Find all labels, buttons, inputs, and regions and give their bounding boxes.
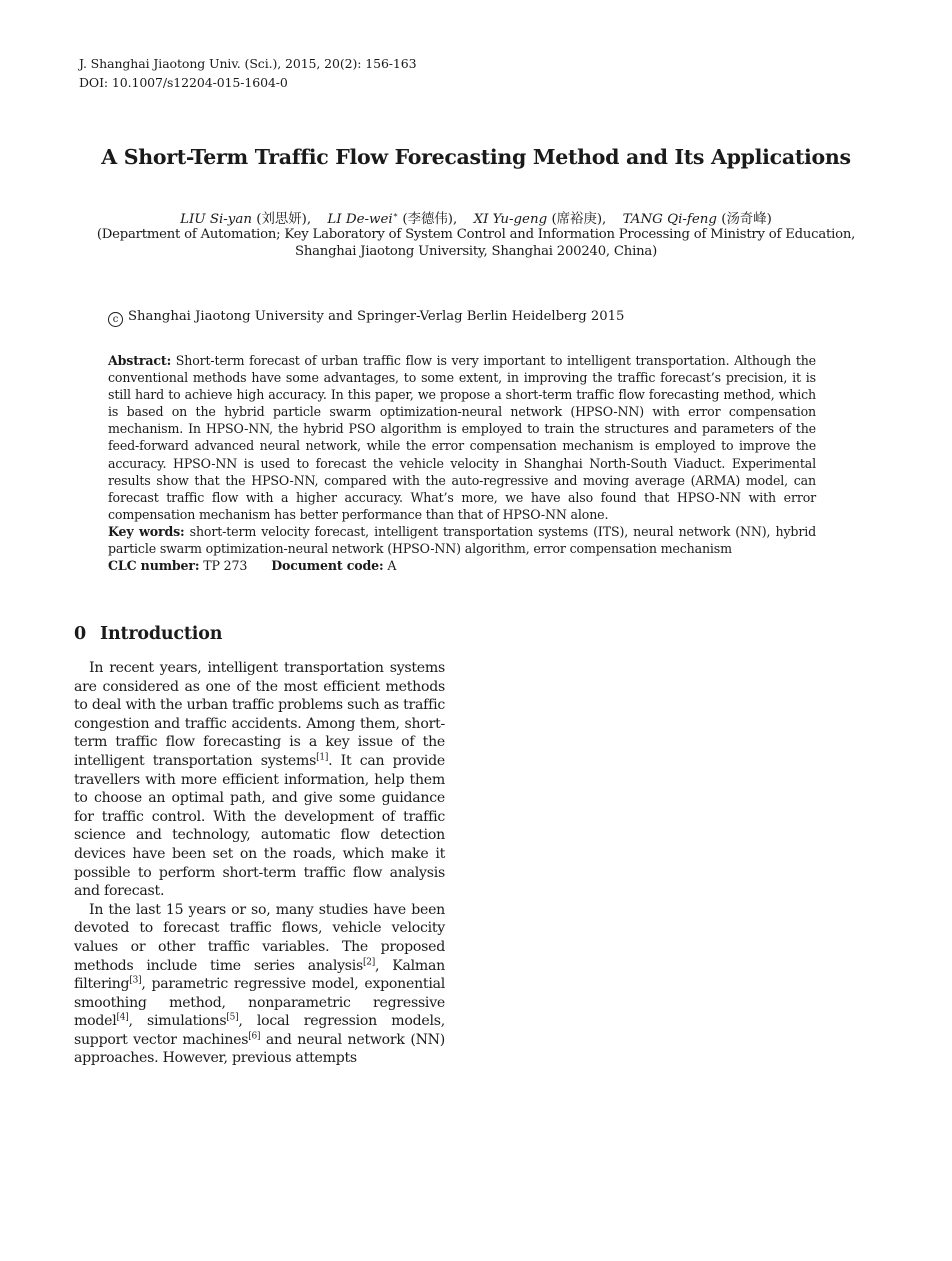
citation: [5] — [226, 1012, 239, 1023]
keywords: Key words: short-term velocity forecast, intelligent transportation systems (ITS), neural network (NN), hybrid particle swarm optimization-neural network (HPSO-NN) algorithm, error compensation mechanism — [108, 523, 816, 557]
author-list — [0, 208, 952, 227]
paper-title: A Short-Term Traffic Flow Forecasting Method and Its Applications — [101, 145, 851, 169]
paragraph: In recent years, intelligent transportation systems are considered as one of the most efficient methods to deal with the urban traffic problems such as traffic congestion and traffic accidents. Among them, short-term traffic flow forecasting is a key issue of the intelligent transportation systems[1]. It can provide travellers with more efficient information, help them to choose an optimal path, and give some guidance for traffic control. With the development of traffic science and technology, automatic flow detection devices have been set on the roads, which make it possible to perform short-term traffic flow analysis and forecast. — [74, 660, 445, 900]
abstract-block — [108, 352, 816, 574]
classification-line: CLC number: TP 273 Document code: A — [108, 558, 397, 574]
citation: [6] — [248, 1031, 261, 1042]
section-heading: 0 Introduction — [74, 624, 223, 644]
doi: DOI: 10.1007/s12204-015-1604-0 — [79, 75, 288, 90]
author: LIU Si-yan (刘思妍), — [180, 212, 312, 227]
body-column — [74, 659, 445, 1068]
author: TANG Qi-feng (汤奇峰) — [622, 212, 772, 227]
citation: [4] — [116, 1012, 129, 1023]
abstract-text: Abstract: Short-term forecast of urban traffic flow is very important to intelligent transportation. Although the conventional methods have some advantages, to some extent, in improving the traffic forecast’s precision, it is still hard to achieve high accuracy. In this paper, we propose a short-term traffic flow forecasting method, which is based on the hybrid particle swarm optimization-neural network (HPSO-NN) with error compensation mechanism. In HPSO-NN, the hybrid PSO algorithm is employed to train the structures and parameters of the feed-forward advanced neural network, while the error compensation mechanism is employed to improve the accuracy. HPSO-NN is used to forecast the vehicle velocity in Shanghai North-South Viaduct. Experimental results show that the HPSO-NN, compared with the auto-regressive and moving average (ARMA) model, can forecast traffic flow with a higher accuracy. What’s more, we have also found that HPSO-NN with error compensation mechanism has better performance than that of HPSO-NN alone. — [108, 353, 816, 522]
keywords-label: Key words: — [108, 523, 185, 539]
citation: [3] — [129, 975, 142, 986]
paragraph: In the last 15 years or so, many studies have been devoted to forecast traffic flows, vehicle velocity values or other traffic variables. The proposed methods include time series analysis[2], Kalman filtering[3], parametric regressive model, exponential smoothing method, nonparametric regressive model[4], simulations[5], local regression models, support vector machines[6] and neural network (NN) approaches. However, previous attempts — [74, 901, 445, 1067]
affiliation-line: (Department of Automation; Key Laboratory of System Control and Information Processing of Ministry of Education, — [96, 227, 856, 242]
copyright-notice: c Shanghai Jiaotong University and Springer-Verlag Berlin Heidelberg 2015 — [108, 309, 624, 327]
affiliation-line: Shanghai Jiaotong University, Shanghai 200240, China) — [294, 244, 658, 259]
abstract-label: Abstract: — [108, 353, 172, 368]
author: XI Yu-geng (席裕庚), — [473, 212, 607, 227]
citation: [2] — [363, 956, 376, 967]
journal-reference: J. Shanghai Jiaotong Univ. (Sci.), 2015, 20(2): 156-163 — [79, 56, 417, 71]
author-corresponding: LI De-wei∗ (李德伟), — [327, 210, 458, 227]
citation: [1] — [316, 752, 329, 763]
copyright-icon: c — [108, 312, 123, 327]
